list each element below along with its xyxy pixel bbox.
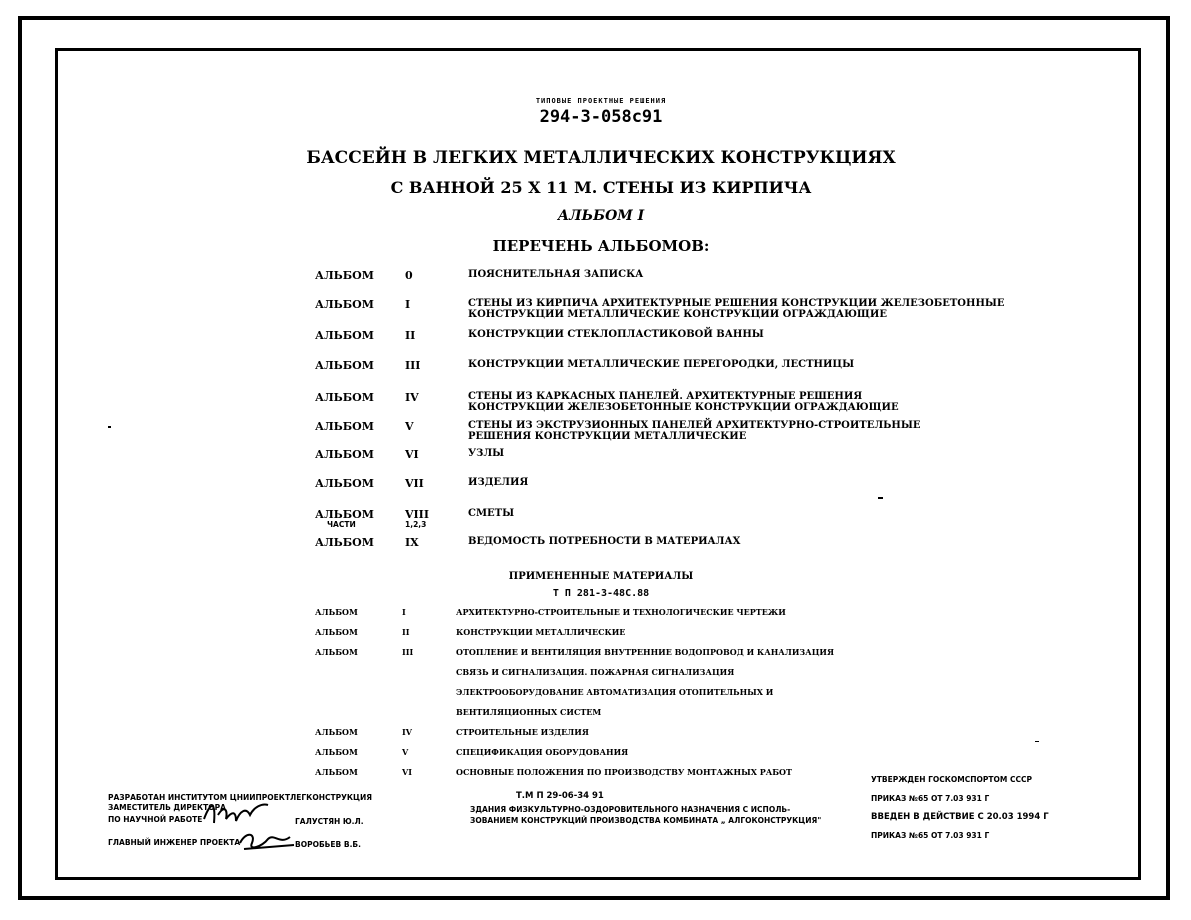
signature-1 (196, 793, 286, 833)
approval-line2: ПРИКАЗ №65 ОТ 7.03 931 Г (871, 794, 990, 803)
tmp-code: Т.М П 29-06-34 91 (516, 791, 604, 801)
materials-heading: ПРИМЕНЕННЫЕ МАТЕРИАЛЫ (508, 571, 694, 582)
developer-line4-name: ВОРОБЬЕВ В.Б. (295, 840, 361, 849)
approval-line4: ПРИКАЗ №65 ОТ 7.03 931 Г (871, 831, 990, 840)
stray-mark (878, 497, 883, 499)
tmp-desc-line1: ЗДАНИЯ ФИЗКУЛЬТУРНО-ОЗДОРОВИТЕЛЬНОГО НАЗНАЧЕНИЯ С ИСПОЛЬ- (470, 805, 791, 814)
album-title: АЛЬБОМ I (557, 208, 645, 224)
series-caption: ТИПОВЫЕ ПРОЕКТНЫЕ РЕШЕНИЯ (535, 97, 667, 105)
tmp-desc-line2: ЗОВАНИЕМ КОНСТРУКЦИЙ ПРОИЗВОДСТВА КОМБИНАТА „ АЛГОКОНСТРУКЦИЯ" (470, 816, 822, 825)
developer-line3: ПО НАУЧНОЙ РАБОТЕ (108, 815, 203, 824)
developer-line3-name: ГАЛУСТЯН Ю.Л. (295, 817, 364, 826)
developer-line4: ГЛАВНЫЙ ИНЖЕНЕР ПРОЕКТА (108, 838, 241, 847)
approval-line3: ВВЕДЕН В ДЕЙСТВИЕ С 20.03 1994 Г (871, 812, 1049, 822)
stray-mark (108, 426, 111, 428)
stray-mark (1035, 741, 1039, 742)
series-code: 294-3-058с91 (539, 107, 663, 127)
album-list-heading: ПЕРЕЧЕНЬ АЛЬБОМОВ: (492, 237, 710, 255)
title-line1: БАССЕЙН В ЛЕГКИХ МЕТАЛЛИЧЕСКИХ КОНСТРУКЦИЯХ (306, 148, 896, 168)
title-line2: С ВАННОЙ 25 Х 11 М. СТЕНЫ ИЗ КИРПИЧА (390, 178, 812, 197)
developer-line1: РАЗРАБОТАН ИНСТИТУТОМ ЦНИИПРОЕКТЛЕГКОНСТРУКЦИЯ (108, 793, 373, 802)
approval-line1: УТВЕРЖДЕН ГОСКОМСПОРТОМ СССР (871, 775, 1032, 784)
developer-line2: ЗАМЕСТИТЕЛЬ ДИРЕКТОРА (108, 803, 226, 812)
signature-2 (234, 829, 300, 855)
materials-code: Т П 281-3-48С.88 (552, 588, 650, 599)
sheet-frame: ТИПОВЫЕ ПРОЕКТНЫЕ РЕШЕНИЯ 294-3-058с91 БАССЕЙН В ЛЕГКИХ МЕТАЛЛИЧЕСКИХ КОНСТРУКЦИЯХ С ВАННОЙ 25 Х 11 М. СТЕНЫ ИЗ КИРПИЧА АЛЬБОМ I ПЕРЕЧЕНЬ АЛЬБОМОВ: АЛЬБОМ 0 ПОЯСНИТЕЛЬНАЯ ЗАПИСКА АЛЬБОМ I СТЕНЫ ИЗ КИРПИЧА АРХИТЕКТУРНЫЕ РЕШЕНИЯ КОНСТРУКЦИИ ЖЕЛЕЗОБЕТОННЫЕ КОНСТРУКЦИИ МЕТАЛЛИЧЕСКИЕ КОНСТРУКЦИИ ОГРАЖДАЮЩИЕ АЛЬБОМ II КОНСТРУКЦИИ СТЕКЛОПЛАСТИКОВОЙ ВАННЫ АЛЬБОМ III КОНСТРУКЦИИ МЕТАЛЛИЧЕСКИЕ ПЕРЕГОРОДКИ, ЛЕСТНИЦЫ АЛЬБОМ IV СТЕНЫ ИЗ КАРКАСНЫХ ПАНЕЛЕЙ. АРХИТЕКТУРНЫЕ РЕШЕНИЯ КОНСТРУКЦИИ ЖЕЛЕЗОБЕТОННЫЕ КОНСТРУКЦИИ ОГРАЖДАЮЩИЕ АЛЬБОМ V СТЕНЫ ИЗ ЭКСТРУЗИОННЫХ ПАНЕЛЕЙ АРХИТЕКТУРНО-СТРОИТЕЛЬНЫЕ РЕШЕНИЯ КОНСТРУКЦИИ МЕТАЛЛИЧЕСКИЕ АЛЬБОМ VI УЗЛЫ АЛЬБОМ VII ИЗДЕЛИЯ АЛЬБОМ VIII СМЕТЫ ЧАСТИ 1,2,3 АЛЬБОМ IX ВЕДОМОСТЬ ПОТРЕБНОСТИ В МАТЕРИАЛАХ ПРИМЕНЕННЫЕ МАТЕРИАЛЫ Т П 281-3-48С.88 АЛЬБОМ I АРХИТЕКТУРНО-СТРОИТЕЛЬНЫЕ И ТЕХНОЛОГИЧЕСКИЕ ЧЕРТЕЖИ АЛЬБОМ II КОНСТРУКЦИИ МЕТАЛЛИЧЕСКИЕ АЛЬБОМ III ОТОПЛЕНИЕ И ВЕНТИЛЯЦИЯ ВНУТРЕННИЕ ВОДОПРОВОД И КАНАЛИЗАЦИЯ СВЯЗЬ И СИГНАЛИЗАЦИЯ. ПОЖАРНАЯ СИГНАЛИЗАЦИЯ ЭЛЕКТРООБОРУДОВАНИЕ АВТОМАТИЗАЦИЯ ОТОПИТЕЛЬНЫХ И ВЕНТИЛЯЦИОННЫХ СИСТЕМ АЛЬБОМ IV СТРОИТЕЛЬНЫЕ ИЗДЕЛИЯ АЛЬБОМ V СПЕЦИФИКАЦИЯ ОБОРУДОВАНИЯ АЛЬБОМ VI ОСНОВНЫЕ ПОЛОЖЕНИЯ ПО ПРОИЗВОДСТВУ МОНТАЖНЫХ РАБОТ Т.М П 29-06-34 91 ЗДАНИЯ ФИЗКУЛЬТУРНО-ОЗДОРОВИТЕЛЬНОГО НАЗНАЧЕНИЯ С ИСПОЛЬ- ЗОВАНИЕМ КОНСТРУКЦИЙ ПРОИЗВОДСТВА КОМБИНАТА „ АЛГОКОНСТРУКЦИЯ" РАЗРАБОТАН ИНСТИТУТОМ ЦНИИПРОЕКТЛЕГКОНСТРУКЦИЯ ЗАМЕСТИТЕЛЬ ДИРЕКТОРА ПО НАУЧНОЙ РАБОТЕ ГАЛУСТЯН Ю.Л. ГЛАВНЫЙ ИНЖЕНЕР ПРОЕКТА ВОРОБЬЕВ В.Б. УТВЕРЖДЕН ГОСКОМСПОРТОМ СССР ПРИКАЗ №65 ОТ 7.03 931 Г ВВЕДЕН В ДЕЙСТВИЕ С 20.03 1994 Г ПРИКАЗ №65 ОТ 7.03 931 Г (55, 48, 1141, 880)
